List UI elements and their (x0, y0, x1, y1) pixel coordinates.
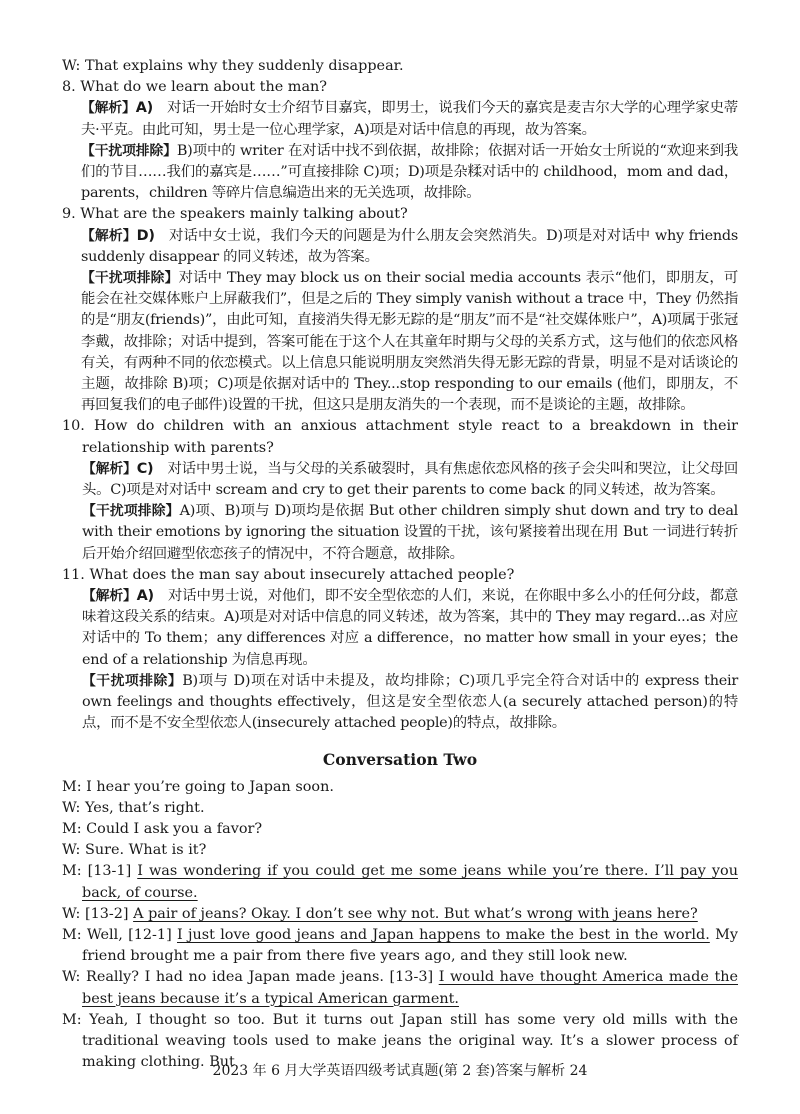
dialogue-line (62, 861, 738, 903)
analysis-text: 对话中女士说，我们今天的问题是为什么朋友会突然消失。D)项是对对话中 why friends suddenly disappear 的同义转述，故为答案。 (81, 227, 739, 265)
distractor-9 (62, 268, 738, 416)
analysis-10 (62, 459, 738, 501)
dialogue-line: W: That explains why they suddenly disappear. (62, 58, 404, 74)
analysis-11 (62, 586, 738, 671)
speaker-marker: M: [13-1] (62, 863, 138, 880)
underlined-text: A pair of jeans? Okay. I don’t see why not. But what’s wrong with jeans here? (133, 905, 698, 922)
analysis-tag: 【解析】 (81, 227, 137, 244)
analysis-9 (62, 226, 738, 268)
analysis-text: 对话一开始时女士介绍节目嘉宾，即男士，说我们今天的嘉宾是麦吉尔大学的心理学家史蒂夫·平克。由此可知，男士是一位心理学家，A)项是对话中信息的再现，故为答案。 (81, 100, 738, 138)
distractor-text: B)项中的 writer 在对话中找不到依据，故排除；依据对话一开始女士所说的“欢迎来到我们的节目……我们的嘉宾是……”可直接排除 C)项；D)项是杂糅对话中的 childhood，mom and dad，parents，children 等碎片信息编造出来的无关选项，故排除。 (81, 142, 738, 202)
distractor-text: B)项与 D)项在对话中未提及，故均排除；C)项几乎完全符合对话中的 express their own feelings and thoughts effectively，但这是安全型依恋人(a securely attached person)的特点，而不是不安全型依恋人(insecurely attached people)的特点，故排除。 (82, 672, 738, 732)
dialogue-text: My friend brought me a pair from there five years ago, and they still look new. (82, 926, 738, 965)
distractor-tag: 【干扰项排除】 (82, 672, 183, 689)
distractor-text: A)项、B)项与 D)项均是依据 But other children simply shut down and try to deal with their emotions by ignoring the situation 设置的干扰，该句紧接着出现在用 But 一词进行转折后开始介绍回避型依恋孩子的情况中，不符合题意，故排除。 (82, 503, 739, 562)
dialogue-line: W: Sure. What is it? (62, 842, 207, 859)
analysis-tag: 【解析】 (82, 460, 137, 477)
question-10: 10. How do children with an anxious attachment style react to a breakdown in their relationship with parents? (62, 418, 738, 456)
analysis-text: 对话中男士说，对他们，即不安全型依恋的人们，来说，在你眼中多么小的任何分歧，都意味着这段关系的结束。A)项是对对话中信息的同义转述，故为答案，其中的 They may regard...as 对应对话中的 To them；any differences 对应 a difference，no matter how small in your eyes；the end of a relationship 为信息再现。 (82, 588, 738, 668)
answer-letter: A) (135, 100, 153, 117)
dialogue-line (62, 904, 738, 925)
speaker-marker: W: [13-2] (62, 905, 134, 922)
question-11: 11. What does the man say about insecurely attached people? (62, 566, 515, 583)
analysis-text: 对话中男士说，当与父母的关系破裂时，具有焦虑依恋风格的孩子会尖叫和哭泣，让父母回头。C)项是对对话中 scream and cry to get their parents to come back 的同义转述，故为答案。 (82, 460, 739, 499)
dialogue-line: M: Yeah, I thought so too. But it turns out Japan still has some very old mills with the traditional weaving tools used to make jeans the original way. It’s a slower process of making clothing. But (62, 1011, 738, 1071)
answer-letter: A) (136, 588, 154, 605)
distractor-8 (62, 141, 738, 205)
conversation-title: Conversation Two (322, 749, 478, 769)
analysis-tag: 【解析】 (81, 100, 136, 117)
distractor-10 (62, 501, 738, 565)
document-page (62, 56, 738, 1073)
distractor-tag: 【干扰项排除】 (81, 142, 177, 159)
speaker-marker: M: Well, [12-1] (62, 926, 177, 943)
underlined-text: I was wondering if you could get me some jeans while you’re there. I’ll pay you back, of course. (82, 863, 738, 901)
underlined-text: I would have thought America made the best jeans because it’s a typical American garment. (82, 969, 739, 1007)
dialogue-line: W: Yes, that’s right. (62, 799, 205, 816)
dialogue-line (62, 967, 738, 1009)
dialogue-line: M: I hear you’re going to Japan soon. (62, 778, 334, 795)
dialogue-line (62, 925, 738, 967)
distractor-tag: 【干扰项排除】 (82, 503, 180, 520)
distractor-tag: 【干扰项排除】 (81, 270, 179, 287)
answer-letter: C) (136, 460, 154, 477)
underlined-text: I just love good jeans and Japan happens to make the best in the world. (177, 926, 710, 943)
question-9: 9. What are the speakers mainly talking about? (62, 206, 408, 223)
distractor-11 (62, 671, 738, 735)
speaker-marker: W: Really? I had no idea Japan made jeans. [13-3] (62, 969, 439, 986)
dialogue-line: M: Could I ask you a favor? (62, 820, 263, 837)
distractor-text: 对话中 They may block us on their social media accounts 表示“他们，即朋友，可能会在社交媒体账户上屏蔽我们”，但是之后的 They simply vanish without a trace 中，They 仍然指的是“朋友(friends)”，由此可知，直接消失得无影无踪的是“朋友”而不是“社交媒体账户”，A)项属于张冠李戴，故排除；对话中提到，答案可能在于这个人在其童年时期与父母的关系方式，这与他们的依恋风格有关，有两种不同的依恋模式。以上信息只能说明朋友突然消失得无影无踪的背景，明显不是对话谈论的主题，故排除 B)项；C)项是依据对话中的 They...stop responding to our emails (他们，即朋友，不再回复我们的电子邮件)设置的干扰，但这只是朋友消失的一个表现，而不是谈论的主题，故排除。 (81, 270, 738, 414)
analysis-tag: 【解析】 (82, 588, 137, 605)
page-footer: 2023 年 6 月大学英语四级考试真题(第 2 套)答案与解析 24 (212, 1063, 588, 1079)
analysis-8 (62, 98, 738, 140)
question-8: 8. What do we learn about the man? (62, 79, 328, 96)
answer-letter: D) (136, 227, 155, 244)
